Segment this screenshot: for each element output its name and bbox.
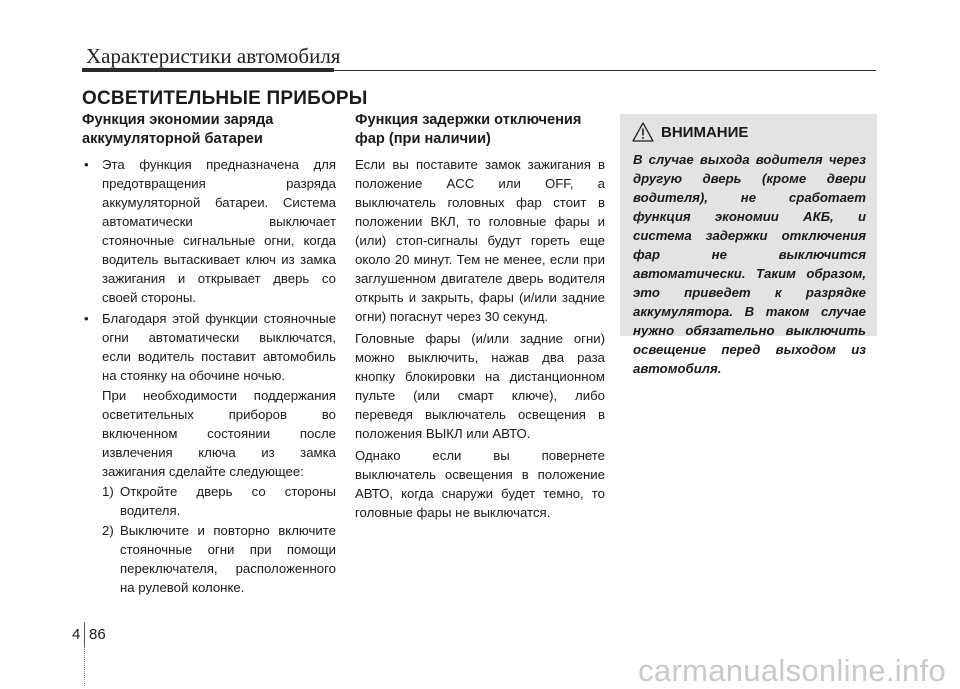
step-item-2 [82,521,336,597]
warning-text: В случае выхода водителя через другую дверь (кроме двери водителя), не сработает функция экономии АКБ, и система задержки отключения фар не выключится автоматически. Таким образом, это приведет к разрядке аккумулятора. В таком случае нужно обязательно выключить освещение перед выходом из автомобиля. [633,152,866,376]
warning-title: ВНИМАНИЕ [661,123,749,141]
step-text-1: Откройте дверь со стороны водителя. [120,484,336,518]
bullet-text-1: Эта функция предназначена для предотвращения разряда аккумуляторной батареи. Система автоматически выключает стояночные сигнальные огни, когда водитель вытаскивает ключ из замка зажигания и открывает дверь со своей стороны. [102,157,336,305]
footer-divider [84,622,85,646]
step-text-2: Выключите и повторно включите стояночные огни при помощи переключателя, расположенного на рулевой колонке. [120,523,336,595]
warning-triangle-icon [632,122,654,142]
bullet-dot: • [84,157,89,172]
header-title: Характеристики автомобиля [86,44,341,68]
section-title: ОСВЕТИТЕЛЬНЫЕ ПРИБОРЫ [82,88,368,109]
bullet-text-2-continued: При необходимости поддержания осветительных приборов во включенном состоянии после извлечения ключа из замка зажигания сделайте следующее: [102,388,336,479]
page-number: 86 [89,626,106,643]
bullet-dot: • [84,311,89,326]
bullet-text-2: Благодаря этой функции стояночные огни автоматически выключатся, если водитель поставит автомобиль на стоянку на обочине ночью. [102,311,336,383]
header-rule-thick [82,68,334,72]
bullet-item-1 [82,155,336,307]
warning-header [632,122,748,142]
header-rule-thin [334,70,876,71]
column-headlight-delay [355,111,605,525]
step-item-1 [82,482,336,520]
watermark: carmanualsonline.info [638,653,946,688]
paragraph-2: Головные фары (и/или задние огни) можно выключить, нажав два раза кнопку блокировки на дистанционном пульте (или смарт ключе), либо переведя выключатель освещения в положения ВЫКЛ или АВТО. [355,331,605,441]
step-number-2: 2) [102,523,114,538]
warning-box [620,114,877,376]
step-number-1: 1) [102,484,114,499]
section-number: 4 [72,626,81,643]
footer-dotted-line [84,646,86,686]
paragraph-1: Если вы поставите замок зажигания в положение ACC или OFF, а выключатель головных фар стоит в положении ВКЛ, то головные фары и (или) стоп-сигналы будут гореть еще около 20 минут. Тем не менее, если при заглушенном двигателе дверь водителя открыть и закрыть, фары (и/или задние огни) погаснут через 30 секунд. [355,157,605,324]
battery-saver-heading: Функция экономии заряда аккумуляторной батареи [82,112,274,147]
headlight-delay-heading: Функция задержки отключения фар (при наличии) [355,112,582,147]
column-battery-saver [82,111,336,598]
paragraph-3: Однако если вы повернете выключатель освещения в положение АВТО, когда снаружи будет темно, то головные фары не выключатся. [355,448,605,520]
bullet-item-2 [82,309,336,385]
